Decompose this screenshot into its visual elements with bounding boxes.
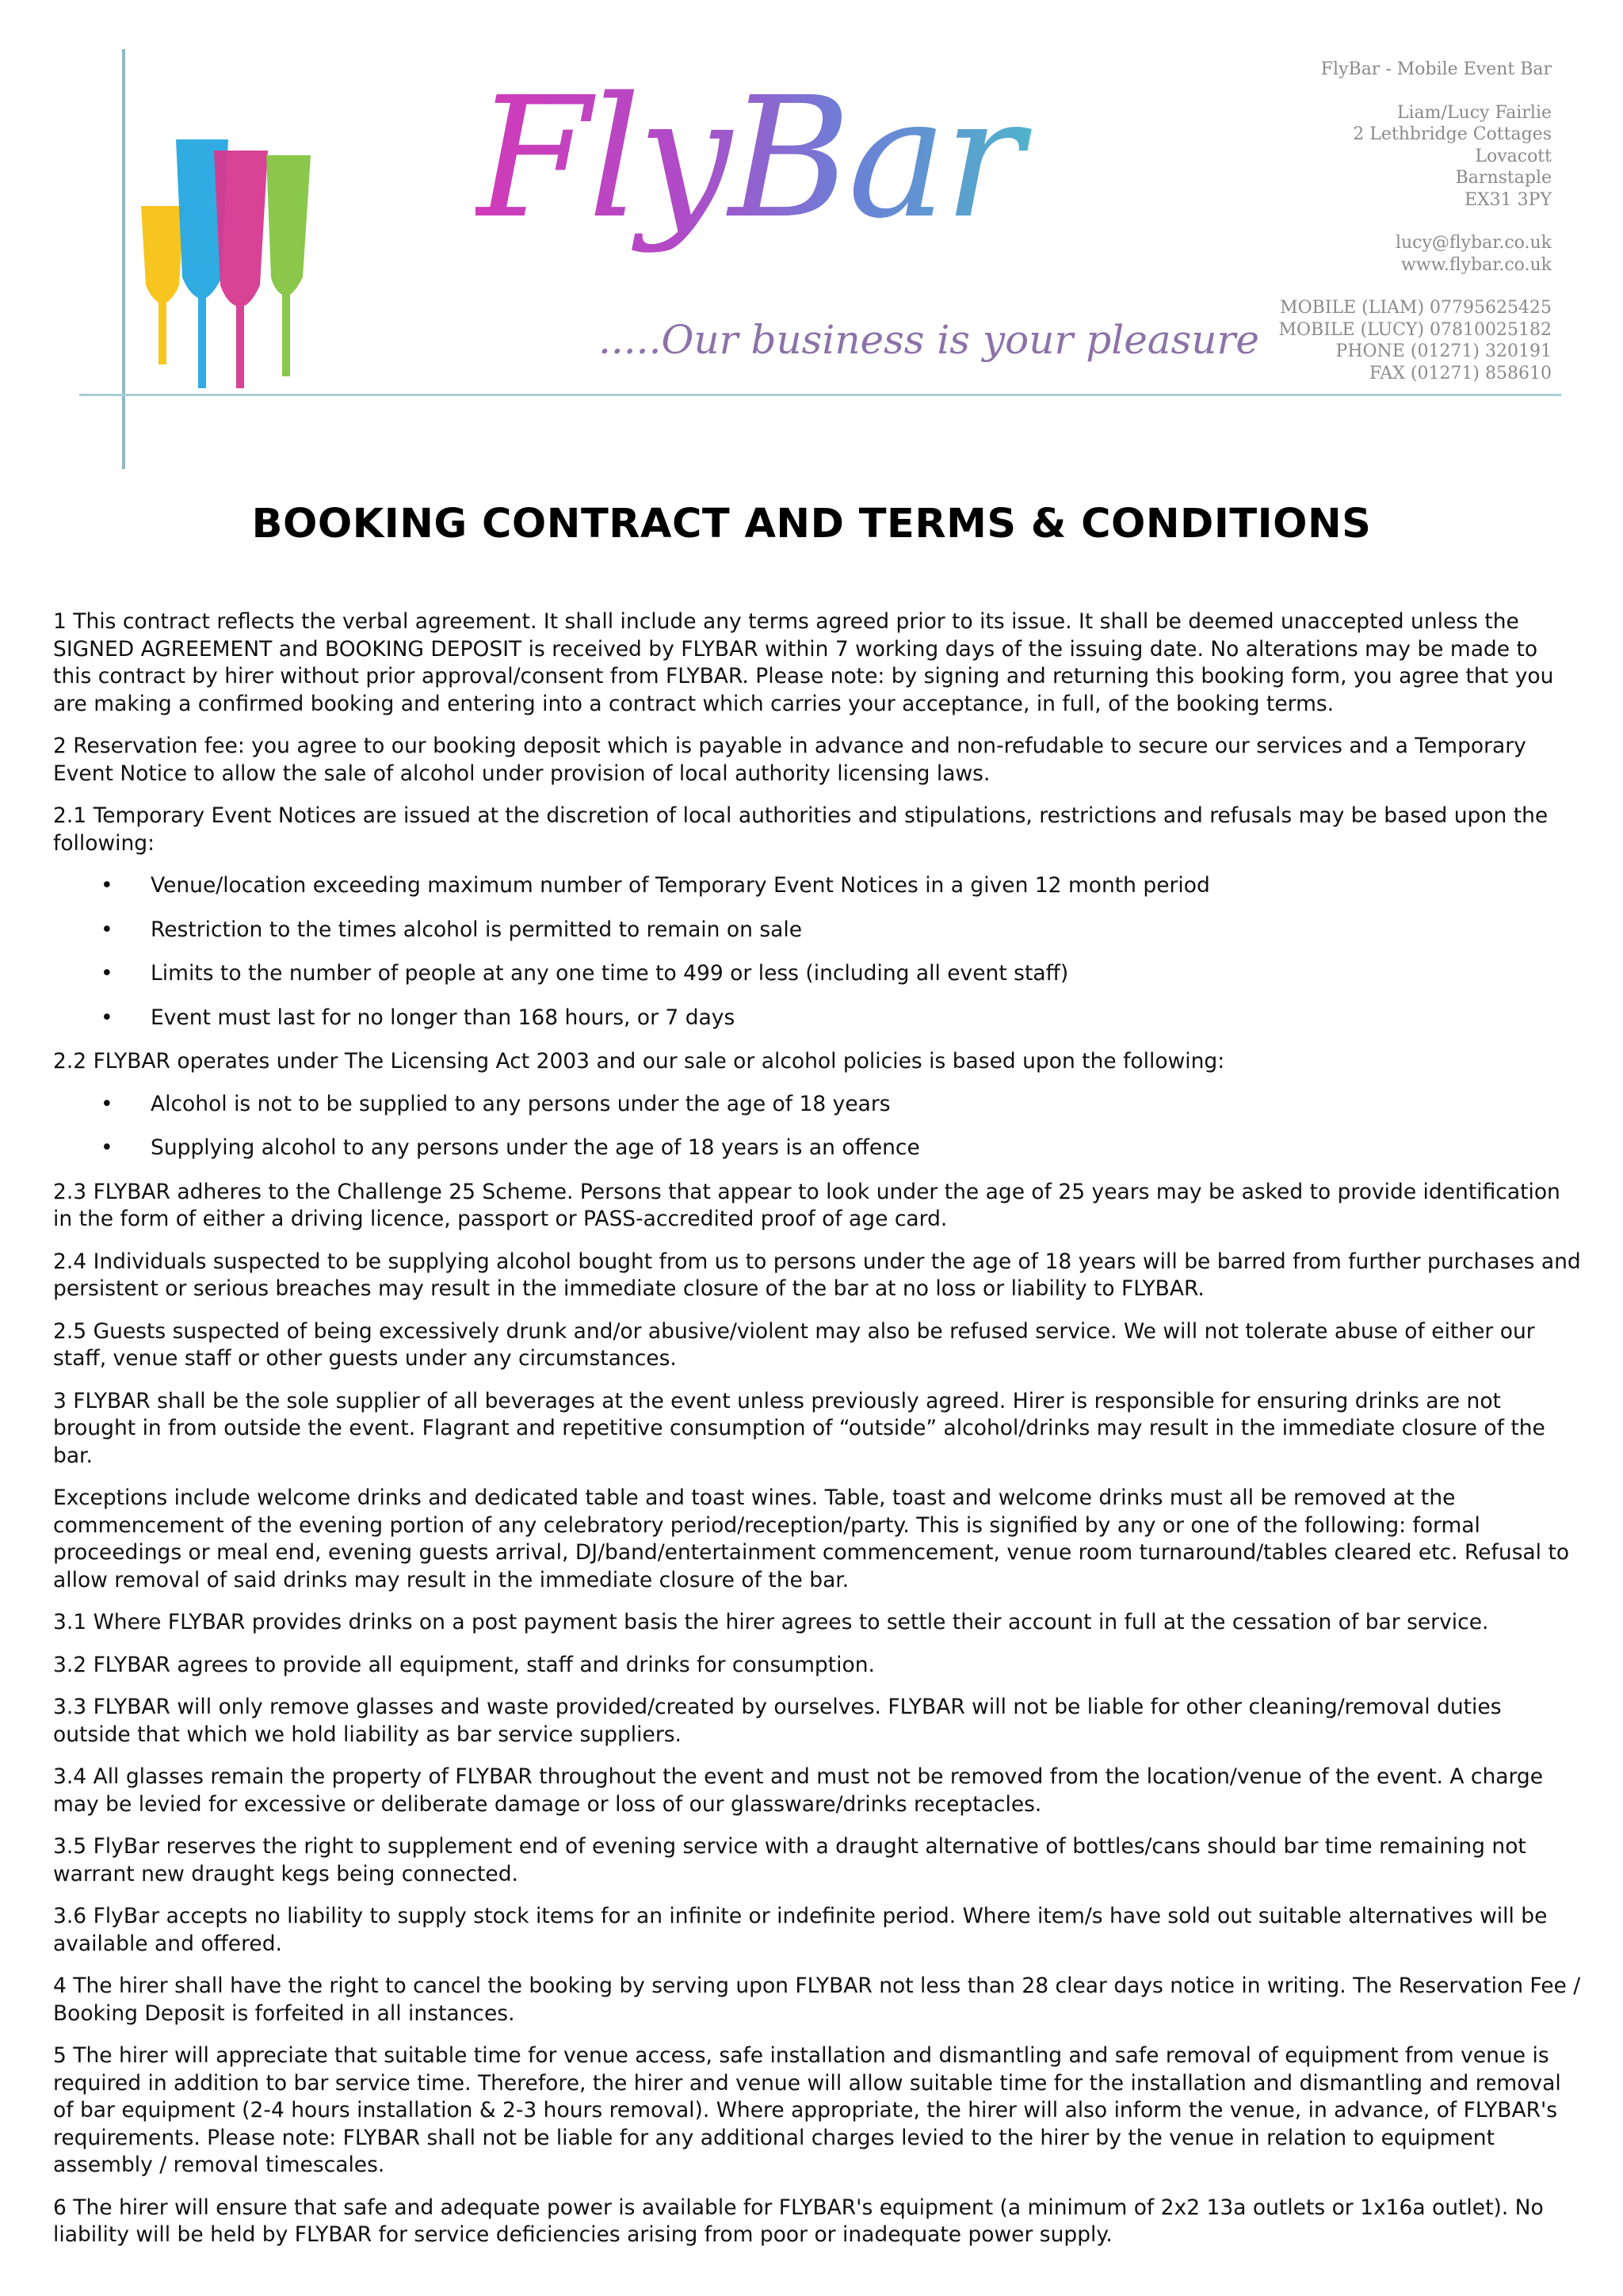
- clause-2-5: 2.5 Guests suspected of being excessively drunk and/or abusive/violent may also be refused service. We will not tolerate abuse of either our staff, venue staff or other guests under any circumstances.: [53, 1318, 1535, 1371]
- clause-2-4: 2.4 Individuals suspected to be supplying alcohol bought from us to persons under the age of 18 years will be barred from further purchases and persistent or serious breaches may result in the immediate closure of the bar at no loss or liability to FLYBAR.: [53, 1249, 1581, 1301]
- tagline: .....Our business is your pleasure: [598, 317, 1259, 363]
- contact-block: [1219, 59, 1552, 384]
- clause-3-2: 3.2 FLYBAR agrees to provide all equipment, staff and drinks for consumption.: [53, 1652, 875, 1677]
- letterhead-vertical-rule: [122, 49, 125, 469]
- yellow-glass-icon: [141, 206, 184, 364]
- contact-line: 2 Lethbridge Cottages: [1353, 124, 1552, 144]
- list-item: • Limits to the number of people at any one time to 499 or less (including all event staff): [53, 960, 1581, 988]
- clause-2-2: 2.2 FLYBAR operates under The Licensing Act 2003 and our sale or alcohol policies is based upon the following:: [53, 1049, 1225, 1074]
- clause-1: 1 This contract reflects the verbal agreement. It shall include any terms agreed prior to its issue. It shall be deemed unaccepted unless the SIGNED AGREEMENT and BOOKING DEPOSIT is received by FLYBAR within 7 working days of the issuing date. No alterations may be made to this contract by hirer without prior approval/consent from FLYBAR. Please note: by signing and returning this booking form, you agree that you are making a confirmed booking and entering into a contract which carries your acceptance, in full, of the booking terms.: [53, 609, 1554, 716]
- clause-3: 3 FLYBAR shall be the sole supplier of all beverages at the event unless previously agreed. Hirer is responsible for ensuring drinks are not brought in from outside the event. Flagrant and repetitive consumption of “outside” alcohol/drinks may result in the immediate closure of the bar.: [53, 1388, 1545, 1468]
- bullet-icon: •: [101, 917, 113, 942]
- cocktail-glasses-logo-icon: [135, 127, 341, 396]
- contact-line: MOBILE (LUCY) 07810025182: [1278, 319, 1552, 340]
- contact-line: EX31 3PY: [1464, 189, 1552, 210]
- clause-2-2-list: [53, 1091, 1581, 1162]
- list-item: • Alcohol is not to be supplied to any persons under the age of 18 years: [53, 1091, 1581, 1119]
- contact-line: lucy@flybar.co.uk: [1395, 233, 1552, 253]
- contact-line: PHONE (01271) 320191: [1335, 341, 1552, 361]
- clause-3-3: 3.3 FLYBAR will only remove glasses and waste provided/created by ourselves. FLYBAR will not be liable for other cleaning/removal duties outside that which we hold liability as bar service suppliers.: [53, 1695, 1502, 1747]
- contact-line: MOBILE (LIAM) 07795625425: [1280, 298, 1552, 318]
- list-item: • Restriction to the times alcohol is permitted to remain on sale: [53, 917, 1581, 944]
- clause-3-6: 3.6 FlyBar accepts no liability to supply stock items for an infinite or indefinite period. Where item/s have sold out suitable alternatives will be available and offered.: [53, 1904, 1548, 1956]
- pink-glass-icon: [214, 151, 268, 388]
- clause-3-4: 3.4 All glasses remain the property of FLYBAR throughout the event and must not be removed from the location/venue of the event. A charge may be levied for excessive or deliberate damage or loss of our glassware/drinks receptacles.: [53, 1764, 1544, 1817]
- clause-3-1: 3.1 Where FLYBAR provides drinks on a post payment basis the hirer agrees to settle their account in full at the cessation of bar service.: [53, 1610, 1489, 1634]
- clause-6: 6 The hirer will ensure that safe and adequate power is available for FLYBAR's equipment (a minimum of 2x2 13a outlets or 1x16a outlet). No liability will be held by FLYBAR for service deficiencies arising from poor or inadequate power supply.: [53, 2195, 1544, 2247]
- list-item: • Supplying alcohol to any persons under the age of 18 years is an offence: [53, 1135, 1581, 1162]
- contact-spacer: [1219, 81, 1552, 102]
- green-glass-icon: [266, 155, 311, 376]
- bullet-icon: •: [101, 961, 113, 986]
- contact-line: Lovacott: [1475, 146, 1552, 166]
- clause-5: 5 The hirer will appreciate that suitable time for venue access, safe installation and dismantling and safe removal of equipment from venue is required in addition to bar service time. Therefore, the hirer and venue will allow suitable time for the installation and dismantling and removal of bar equipment (2-4 hours installation & 2-3 hours removal). Where appropriate, the hirer will also inform the venue, in advance, of FLYBAR's requirements. Please note: FLYBAR shall not be liable for any additional charges levied to the hirer by the venue in relation to equipment assembly / removal timescales.: [53, 2043, 1561, 2177]
- bullet-icon: •: [101, 1091, 113, 1116]
- contact-line: www.flybar.co.uk: [1401, 254, 1552, 275]
- clause-2-1-list: [53, 872, 1581, 1032]
- clause-3-5: 3.5 FlyBar reserves the right to supplement end of evening service with a draught alternative of bottles/cans should bar time remaining not warrant new draught kegs being connected.: [53, 1834, 1526, 1886]
- clause-3-exceptions: Exceptions include welcome drinks and dedicated table and toast wines. Table, toast and welcome drinks must all be removed at the commencement of the evening portion of any celebratory period/reception/party. This is signified by any or one of the following: formal proceedings or meal end, evening guests arrival, DJ/band/entertainment commencement, venue room turnaround/tables cleared etc. Refusal to allow removal of said drinks may result in the immediate closure of the bar.: [53, 1486, 1570, 1592]
- bullet-icon: •: [101, 1005, 113, 1030]
- clause-4: 4 The hirer shall have the right to cancel the booking by serving upon FLYBAR not less than 28 clear days notice in writing. The Reservation Fee / Booking Deposit is forfeited in all instances.: [53, 1974, 1581, 2026]
- contact-line: Barnstaple: [1455, 168, 1552, 188]
- contact-spacer: [1219, 276, 1552, 297]
- contact-line: Liam/Lucy Fairlie: [1396, 102, 1552, 123]
- flybar-logo-wordmark: FlyBar: [475, 48, 1046, 269]
- list-item: • Venue/location exceeding maximum number of Temporary Event Notices in a given 12 month period: [53, 872, 1581, 900]
- terms-body: [53, 608, 1581, 2264]
- clause-2: 2 Reservation fee: you agree to our booking deposit which is payable in advance and non-refudable to secure our services and a Temporary Event Notice to allow the sale of alcohol under provision of local authority licensing laws.: [53, 734, 1526, 786]
- contact-line: FAX (01271) 858610: [1369, 363, 1552, 383]
- letterhead: [0, 0, 1623, 491]
- clause-2-3: 2.3 FLYBAR adheres to the Challenge 25 Scheme. Persons that appear to look under the age of 25 years may be asked to provide identification in the form of either a driving licence, passport or PASS-accredited proof of age card.: [53, 1179, 1560, 1231]
- clause-2-1: 2.1 Temporary Event Notices are issued at the discretion of local authorities and stipulations, restrictions and refusals may be based upon the following:: [53, 803, 1549, 856]
- bullet-icon: •: [101, 873, 113, 898]
- page-title: BOOKING CONTRACT AND TERMS & CONDITIONS: [251, 501, 1372, 547]
- contact-spacer: [1219, 211, 1552, 232]
- bullet-icon: •: [101, 1135, 113, 1160]
- contact-line: FlyBar - Mobile Event Bar: [1320, 59, 1552, 79]
- list-item: • Event must last for no longer than 168 hours, or 7 days: [53, 1005, 1581, 1032]
